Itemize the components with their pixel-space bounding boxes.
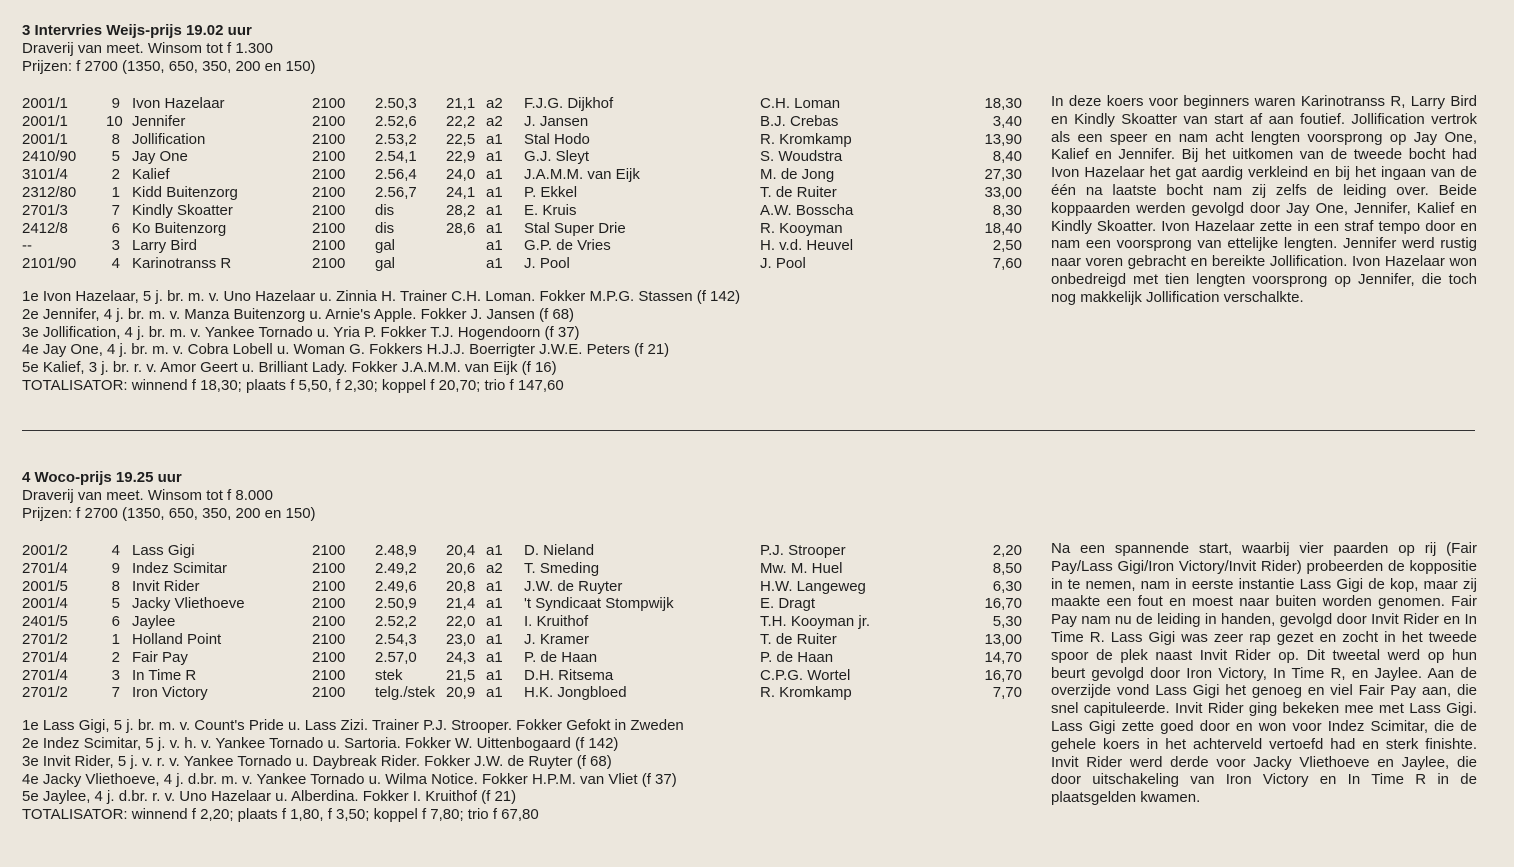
- start-code-cell: a1: [486, 255, 503, 273]
- km-time-cell: 23,0: [446, 630, 476, 648]
- horse-name-cell: Kindly Skoatter: [132, 201, 233, 219]
- time-cell: 2.56,4: [375, 166, 417, 184]
- start-date-cell: 2001/1: [22, 130, 68, 148]
- distance-cell: 2100: [312, 130, 346, 148]
- placing-note: 3e Invit Rider, 5 j. v. r. v. Yankee Tornado u. Daybreak Rider. Fokker J.W. de Ruyter (f 68): [22, 752, 612, 770]
- distance-cell: 2100: [312, 595, 346, 613]
- table-row: [22, 148, 1022, 166]
- table-row: [22, 667, 1022, 685]
- table-row: [22, 613, 1022, 631]
- race-3-section: [22, 22, 1482, 395]
- horse-name-cell: In Time R: [132, 666, 197, 684]
- driver-cell: A.W. Bosscha: [760, 201, 854, 219]
- driver-cell: P.J. Strooper: [760, 542, 846, 559]
- race-prizes: Prijzen: f 2700 (1350, 650, 350, 200 en 150): [22, 57, 316, 75]
- start-number-cell: 3: [111, 237, 120, 255]
- start-number-cell: 8: [111, 577, 120, 595]
- table-row: [22, 237, 1022, 255]
- driver-cell: R. Kooyman: [760, 219, 843, 237]
- time-cell: 2.50,9: [375, 595, 417, 613]
- odds-cell: 18,30: [984, 95, 1022, 112]
- race-report: In deze koers voor beginners waren Karinotranss R, Larry Bird en Kindly Skoatter van start af aan foutief. Jollification vertrok als een speer en nam acht lengten voorsprong op Jay One, Kalief en Jennifer. Bij het uitkomen van de tweede bocht had Ivon Hazelaar het gat aardig verkleind en bij het ingaan van de één na laatste bocht nam zij zelfs de leiding over. Beide koppaarden werden gevolgd door Jay One, Jennifer, Kalief en Kindly Skoatter. Ivon Hazelaar zette in een straf tempo door en nam een voorsprong van ettelijke lengten. Jennifer werd rustig naar voren gebracht en bereikte Jollification. Ivon Hazelaar won onbedreigd met tien lengten voorsprong op Jennifer, die toch nog makkelijk Jollification verschalkte.: [1051, 93, 1477, 306]
- horse-name-cell: Jennifer: [132, 112, 186, 130]
- race-report: Na een spannende start, waarbij vier paarden op rij (Fair Pay/Lass Gigi/Iron Victory/Invit Rider) probeerden de koppositie in te nemen, nam in eerste instantie Lass Gigi de kop, maar zij maakte een fout en moest naar buiten worden genomen. Fair Pay nam nu de leiding in handen, gevolgd door Invit Rider en In Time R. Lass Gigi was zeer rap gezet en zocht in het tweede spoor de plek naast Invit Rider op. Dit tweetal werd op hun beurt gevolgd door Iron Victory, In Time R, en Jaylee. Aan de overzijde vond Lass Gigi het genoeg en viel Fair Pay aan, die snel capituleerde. Invit Rider ging bekeken mee met Lass Gigi. Lass Gigi zette goed door en won voor Indez Scimitar, die de gehele koers in het achterveld vertoefd had en sterk finishte. Invit Rider werd derde voor Jacky Vliethoeve en Jaylee, die door uitschakeling van Iron Victory en In Time R in de plaatsgelden kwamen.: [1051, 540, 1477, 807]
- start-code-cell: a1: [486, 130, 503, 148]
- owner-cell: D.H. Ritsema: [524, 666, 614, 684]
- table-row: [22, 220, 1022, 238]
- start-number-cell: 2: [111, 648, 120, 666]
- km-time-cell: 22,5: [446, 130, 476, 148]
- odds-cell: 3,40: [992, 112, 1022, 130]
- results-table: [22, 542, 1022, 702]
- horse-name-cell: Lass Gigi: [132, 542, 195, 559]
- start-date-cell: 2001/1: [22, 112, 68, 130]
- start-date-cell: 2001/2: [22, 542, 68, 559]
- start-code-cell: a1: [486, 219, 503, 237]
- distance-cell: 2100: [312, 148, 346, 166]
- driver-cell: M. de Jong: [760, 166, 835, 184]
- start-number-cell: 7: [111, 201, 120, 219]
- table-row: [22, 131, 1022, 149]
- start-date-cell: 3101/4: [22, 166, 68, 184]
- placing-note: 5e Kalief, 3 j. br. r. v. Amor Geert u. Brilliant Lady. Fokker J.A.M.M. van Eijk (f 16): [22, 359, 557, 377]
- distance-cell: 2100: [312, 648, 346, 666]
- table-row: [22, 560, 1022, 578]
- start-date-cell: 2701/4: [22, 648, 68, 666]
- odds-cell: 13,90: [984, 130, 1022, 148]
- km-time-cell: 24,1: [446, 183, 476, 201]
- owner-cell: T. Smeding: [524, 559, 600, 577]
- placing-note: 4e Jay One, 4 j. br. m. v. Cobra Lobell u. Woman G. Fokkers H.J.J. Boerrigter J.W.E. Peters (f 21): [22, 341, 670, 359]
- odds-cell: 2,50: [992, 237, 1022, 255]
- start-code-cell: a1: [486, 201, 503, 219]
- placing-note: 1e Lass Gigi, 5 j. br. m. v. Count's Pride u. Lass Zizi. Trainer P.J. Strooper. Fokker Gefokt in Zweden: [22, 717, 684, 735]
- time-cell: 2.50,3: [375, 95, 417, 112]
- odds-cell: 8,40: [992, 148, 1022, 166]
- time-cell: gal: [375, 237, 396, 255]
- start-date-cell: 2101/90: [22, 255, 77, 273]
- start-number-cell: 1: [111, 183, 120, 201]
- start-number-cell: 3: [111, 666, 120, 684]
- km-time-cell: 22,9: [446, 148, 476, 166]
- table-row: [22, 595, 1022, 613]
- start-number-cell: 4: [111, 255, 120, 273]
- horse-name-cell: Holland Point: [132, 630, 222, 648]
- start-code-cell: a1: [486, 666, 503, 684]
- km-time-cell: 28,6: [446, 219, 476, 237]
- driver-cell: T. de Ruiter: [760, 630, 837, 648]
- totalisator-line: TOTALISATOR: winnend f 18,30; plaats f 5,50, f 2,30; koppel f 20,70; trio f 147,60: [22, 376, 564, 394]
- start-date-cell: 2701/4: [22, 559, 68, 577]
- horse-name-cell: Jacky Vliethoeve: [132, 595, 245, 613]
- start-number-cell: 9: [111, 559, 120, 577]
- distance-cell: 2100: [312, 183, 346, 201]
- horse-name-cell: Karinotranss R: [132, 255, 232, 273]
- driver-cell: J. Pool: [760, 255, 806, 273]
- table-row: [22, 95, 1022, 113]
- start-code-cell: a1: [486, 613, 503, 631]
- driver-cell: E. Dragt: [760, 595, 816, 613]
- time-cell: 2.56,7: [375, 183, 417, 201]
- race-conditions: Draverij van meet. Winsom tot f 1.300: [22, 40, 273, 57]
- table-row: [22, 166, 1022, 184]
- km-time-cell: 21,1: [446, 95, 476, 112]
- time-cell: dis: [375, 219, 395, 237]
- km-time-cell: 20,8: [446, 577, 476, 595]
- start-code-cell: a1: [486, 648, 503, 666]
- table-row: [22, 184, 1022, 202]
- driver-cell: T. de Ruiter: [760, 183, 837, 201]
- distance-cell: 2100: [312, 201, 346, 219]
- time-cell: 2.54,1: [375, 148, 417, 166]
- km-time-cell: 20,9: [446, 684, 476, 702]
- table-row: [22, 631, 1022, 649]
- start-number-cell: 1: [111, 630, 120, 648]
- start-number-cell: 4: [111, 542, 120, 559]
- table-row: [22, 649, 1022, 667]
- odds-cell: 14,70: [984, 648, 1022, 666]
- start-date-cell: 2701/3: [22, 201, 68, 219]
- km-time-cell: 20,6: [446, 559, 476, 577]
- time-cell: 2.48,9: [375, 542, 417, 559]
- table-row: [22, 255, 1022, 273]
- time-cell: telg./stek: [375, 684, 436, 702]
- placing-note: 1e Ivon Hazelaar, 5 j. br. m. v. Uno Hazelaar u. Zinnia H. Trainer C.H. Loman. Fokker M.P.G. Stassen (f 142): [22, 287, 741, 305]
- horse-name-cell: Kidd Buitenzorg: [132, 183, 238, 201]
- driver-cell: B.J. Crebas: [760, 112, 839, 130]
- time-cell: 2.52,2: [375, 613, 417, 631]
- odds-cell: 33,00: [984, 183, 1022, 201]
- time-cell: gal: [375, 255, 396, 273]
- start-date-cell: 2701/2: [22, 684, 68, 702]
- start-code-cell: a1: [486, 237, 503, 255]
- owner-cell: G.P. de Vries: [524, 237, 611, 255]
- time-cell: 2.52,6: [375, 112, 417, 130]
- km-time-cell: 21,5: [446, 666, 476, 684]
- owner-cell: J. Kramer: [524, 630, 590, 648]
- placing-note: 2e Indez Scimitar, 5 j. v. h. v. Yankee Tornado u. Sartoria. Fokker W. Uittenbogaard (f 142): [22, 734, 619, 752]
- driver-cell: R. Kromkamp: [760, 130, 852, 148]
- owner-cell: I. Kruithof: [524, 613, 589, 631]
- km-time-cell: 22,0: [446, 613, 476, 631]
- odds-cell: 2,20: [992, 542, 1022, 559]
- driver-cell: C.H. Loman: [760, 95, 841, 112]
- owner-cell: D. Nieland: [524, 542, 595, 559]
- horse-name-cell: Ivon Hazelaar: [132, 95, 225, 112]
- km-time-cell: 21,4: [446, 595, 476, 613]
- start-number-cell: 2: [111, 166, 120, 184]
- owner-cell: J. Pool: [524, 255, 570, 273]
- start-number-cell: 5: [111, 148, 120, 166]
- horse-name-cell: Kalief: [132, 166, 170, 184]
- race-title: 3 Intervries Weijs-prijs 19.02 uur: [22, 22, 252, 39]
- horse-name-cell: Larry Bird: [132, 237, 198, 255]
- start-code-cell: a1: [486, 183, 503, 201]
- start-number-cell: 8: [111, 130, 120, 148]
- odds-cell: 5,30: [992, 613, 1022, 631]
- start-number-cell: 6: [111, 219, 120, 237]
- owner-cell: G.J. Sleyt: [524, 148, 590, 166]
- horse-name-cell: Indez Scimitar: [132, 559, 228, 577]
- start-date-cell: 2001/1: [22, 95, 68, 112]
- table-row: [22, 684, 1022, 702]
- driver-cell: H.W. Langeweg: [760, 577, 866, 595]
- table-row: [22, 542, 1022, 560]
- odds-cell: 16,70: [984, 666, 1022, 684]
- time-cell: dis: [375, 201, 395, 219]
- start-code-cell: a1: [486, 166, 503, 184]
- time-cell: 2.54,3: [375, 630, 417, 648]
- driver-cell: H. v.d. Heuvel: [760, 237, 854, 255]
- horse-name-cell: Iron Victory: [132, 684, 208, 702]
- horse-name-cell: Invit Rider: [132, 577, 200, 595]
- start-date-cell: 2001/4: [22, 595, 68, 613]
- distance-cell: 2100: [312, 577, 346, 595]
- time-cell: 2.57,0: [375, 648, 417, 666]
- km-time-cell: 22,2: [446, 112, 476, 130]
- owner-cell: J. Jansen: [524, 112, 589, 130]
- odds-cell: 8,30: [992, 201, 1022, 219]
- odds-cell: 7,60: [992, 255, 1022, 273]
- distance-cell: 2100: [312, 237, 346, 255]
- start-code-cell: a1: [486, 684, 503, 702]
- driver-cell: C.P.G. Wortel: [760, 666, 851, 684]
- start-date-cell: --: [22, 237, 32, 255]
- km-time-cell: 24,0: [446, 166, 476, 184]
- race-title: 4 Woco-prijs 19.25 uur: [22, 469, 182, 486]
- distance-cell: 2100: [312, 219, 346, 237]
- race-conditions: Draverij van meet. Winsom tot f 8.000: [22, 487, 273, 504]
- odds-cell: 6,30: [992, 577, 1022, 595]
- distance-cell: 2100: [312, 666, 346, 684]
- horse-name-cell: Jaylee: [132, 613, 176, 631]
- odds-cell: 16,70: [984, 595, 1022, 613]
- placing-note: 2e Jennifer, 4 j. br. m. v. Manza Buitenzorg u. Arnie's Apple. Fokker J. Jansen (f 68): [22, 305, 575, 323]
- driver-cell: S. Woudstra: [760, 148, 843, 166]
- placing-note: 3e Jollification, 4 j. br. m. v. Yankee Tornado u. Yria P. Fokker T.J. Hogendoorn (f 37): [22, 323, 580, 341]
- start-date-cell: 2410/90: [22, 148, 77, 166]
- owner-cell: H.K. Jongbloed: [524, 684, 627, 702]
- owner-cell: Stal Hodo: [524, 130, 590, 148]
- distance-cell: 2100: [312, 559, 346, 577]
- start-number-cell: 9: [111, 95, 120, 112]
- table-row: [22, 202, 1022, 220]
- race-notes: [22, 717, 1032, 824]
- odds-cell: 27,30: [984, 166, 1022, 184]
- time-cell: 2.49,6: [375, 577, 417, 595]
- start-code-cell: a1: [486, 148, 503, 166]
- owner-cell: 't Syndicaat Stompwijk: [524, 595, 674, 613]
- start-number-cell: 5: [111, 595, 120, 613]
- time-cell: 2.53,2: [375, 130, 417, 148]
- owner-cell: J.A.M.M. van Eijk: [524, 166, 640, 184]
- odds-cell: 7,70: [992, 684, 1022, 702]
- owner-cell: E. Kruis: [524, 201, 577, 219]
- owner-cell: F.J.G. Dijkhof: [524, 95, 614, 112]
- start-code-cell: a2: [486, 112, 503, 130]
- race-4-section: [22, 469, 1482, 824]
- owner-cell: J.W. de Ruyter: [524, 577, 623, 595]
- km-time-cell: 20,4: [446, 542, 476, 559]
- start-code-cell: a2: [486, 95, 503, 112]
- race-notes: [22, 288, 1032, 395]
- start-date-cell: 2401/5: [22, 613, 68, 631]
- time-cell: stek: [375, 666, 403, 684]
- distance-cell: 2100: [312, 542, 346, 559]
- section-divider: [22, 430, 1475, 431]
- start-date-cell: 2001/5: [22, 577, 68, 595]
- horse-name-cell: Jollification: [132, 130, 206, 148]
- distance-cell: 2100: [312, 112, 346, 130]
- table-row: [22, 578, 1022, 596]
- start-number-cell: 10: [106, 112, 123, 130]
- start-date-cell: 2312/80: [22, 183, 77, 201]
- driver-cell: Mw. M. Huel: [760, 559, 843, 577]
- odds-cell: 18,40: [984, 219, 1022, 237]
- km-time-cell: 28,2: [446, 201, 476, 219]
- horse-name-cell: Fair Pay: [132, 648, 188, 666]
- placing-note: 4e Jacky Vliethoeve, 4 j. d.br. m. v. Yankee Tornado u. Wilma Notice. Fokker H.P.M. van Vliet (f 37): [22, 770, 677, 788]
- owner-cell: P. de Haan: [524, 648, 598, 666]
- start-number-cell: 6: [111, 613, 120, 631]
- odds-cell: 8,50: [992, 559, 1022, 577]
- driver-cell: R. Kromkamp: [760, 684, 852, 702]
- distance-cell: 2100: [312, 255, 346, 273]
- start-date-cell: 2412/8: [22, 219, 68, 237]
- start-code-cell: a1: [486, 630, 503, 648]
- start-code-cell: a1: [486, 542, 503, 559]
- owner-cell: P. Ekkel: [524, 183, 578, 201]
- start-date-cell: 2701/2: [22, 630, 68, 648]
- driver-cell: P. de Haan: [760, 648, 834, 666]
- table-row: [22, 113, 1022, 131]
- time-cell: 2.49,2: [375, 559, 417, 577]
- distance-cell: 2100: [312, 95, 346, 112]
- distance-cell: 2100: [312, 613, 346, 631]
- distance-cell: 2100: [312, 684, 346, 702]
- km-time-cell: 24,3: [446, 648, 476, 666]
- horse-name-cell: Ko Buitenzorg: [132, 219, 227, 237]
- placing-note: 5e Jaylee, 4 j. d.br. r. v. Uno Hazelaar u. Alberdina. Fokker I. Kruithof (f 21): [22, 788, 517, 806]
- results-table: [22, 95, 1022, 273]
- odds-cell: 13,00: [984, 630, 1022, 648]
- start-number-cell: 7: [111, 684, 120, 702]
- horse-name-cell: Jay One: [132, 148, 188, 166]
- owner-cell: Stal Super Drie: [524, 219, 626, 237]
- start-date-cell: 2701/4: [22, 666, 68, 684]
- start-code-cell: a1: [486, 595, 503, 613]
- start-code-cell: a2: [486, 559, 503, 577]
- driver-cell: T.H. Kooyman jr.: [760, 613, 871, 631]
- start-code-cell: a1: [486, 577, 503, 595]
- totalisator-line: TOTALISATOR: winnend f 2,20; plaats f 1,80, f 3,50; koppel f 7,80; trio f 67,80: [22, 806, 539, 824]
- distance-cell: 2100: [312, 630, 346, 648]
- distance-cell: 2100: [312, 166, 346, 184]
- race-prizes: Prijzen: f 2700 (1350, 650, 350, 200 en 150): [22, 504, 316, 522]
